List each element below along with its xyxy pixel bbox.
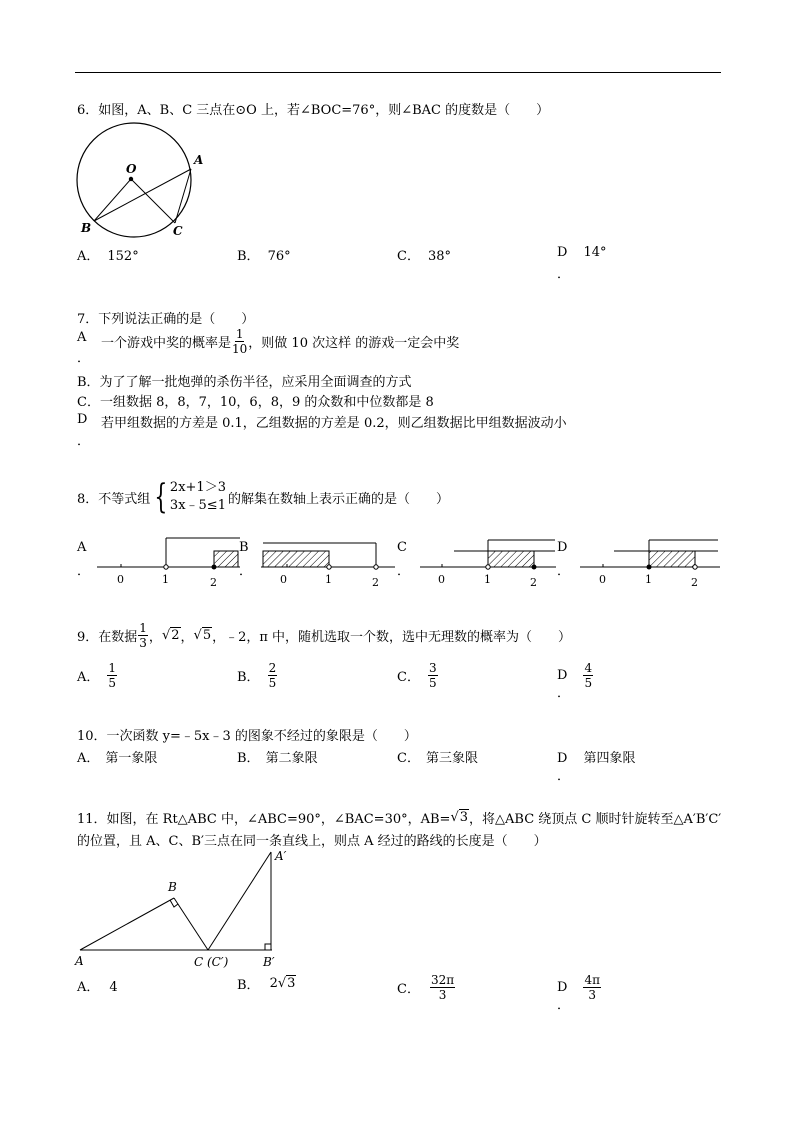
label-b-prime: B′ bbox=[263, 955, 275, 969]
q10-option-a: A． 第一象限 bbox=[77, 751, 158, 766]
q7-stem: 7．下列说法正确的是（ ） bbox=[77, 312, 255, 327]
header-rule bbox=[75, 72, 721, 73]
svg-text:2: 2 bbox=[530, 576, 537, 589]
q11-option-c: C． $\frac{32\pi}{3}$ bbox=[397, 973, 455, 1002]
q11-option-d-dot: ． bbox=[557, 998, 571, 1013]
label-a: A bbox=[75, 954, 84, 968]
svg-text:1: 1 bbox=[162, 573, 169, 586]
svg-text:2: 2 bbox=[691, 576, 698, 589]
label-c: C (C′) bbox=[194, 955, 229, 969]
number-line-b bbox=[261, 543, 395, 589]
q6-option-d-dot: ． bbox=[557, 267, 571, 282]
q10-option-b: B． 第二象限 bbox=[237, 751, 318, 766]
q10-stem: 10．一次函数 y=﹣5x﹣3 的图象不经过的象限是（ ） bbox=[77, 729, 417, 744]
q11-stem-line2: 的位置，且 A、C、B′三点在同一条直线上，则点 A 经过的路线的长度是（ ） bbox=[77, 834, 547, 849]
q6-option-d: D 14° bbox=[557, 245, 607, 260]
q11-option-b: B． 2 √3 bbox=[237, 976, 296, 993]
q10-option-c: C． 第三象限 bbox=[397, 751, 478, 766]
q9-option-d-dot: ． bbox=[557, 686, 571, 701]
q8-letter-a: A bbox=[77, 540, 87, 555]
q7-option-c: C．一组数据 8，8，7，10，6，8，9 的众数和中位数都是 8 bbox=[77, 395, 434, 410]
q10-option-d-dot: ． bbox=[557, 769, 571, 784]
q8-dot-d: ． bbox=[557, 564, 571, 579]
q9-option-d: D $\frac{4}{5}$ bbox=[557, 661, 593, 690]
label-b: B bbox=[168, 880, 177, 894]
q6-option-b: B． 76° bbox=[237, 249, 291, 264]
q11-stem-line1: 11．如图，在 Rt△ABC 中，∠ABC=90°，∠BAC=30°，AB= √3 ，将△ABC 绕顶点 C 顺时针旋转至△A′B′C′ bbox=[77, 810, 722, 827]
svg-text:1: 1 bbox=[325, 573, 332, 586]
q6-circle-figure bbox=[70, 122, 220, 240]
svg-text:1: 1 bbox=[484, 573, 491, 586]
svg-text:0: 0 bbox=[438, 573, 445, 586]
q9-option-a: A． $\frac{1}{5}$ bbox=[77, 661, 117, 690]
q8-stem: 8．不等式组 { 2x+1＞3 3x﹣5≤1 的解集在数轴上表示正确的是（ ） bbox=[77, 477, 449, 517]
q11-option-a: A． 4 bbox=[77, 980, 118, 995]
q8-letter-d: D bbox=[557, 540, 568, 555]
q7-a-dot: ． bbox=[77, 351, 91, 366]
label-b: B bbox=[81, 221, 92, 235]
q10-option-d: D 第四象限 bbox=[557, 751, 636, 766]
label-a-prime: A′ bbox=[275, 849, 287, 863]
q8-letter-b: B bbox=[239, 540, 249, 555]
svg-text:2: 2 bbox=[372, 576, 379, 589]
q7-option-d: 若甲组数据的方差是 0.1，乙组数据的方差是 0.2，则乙组数据比甲组数据波动小 bbox=[101, 416, 567, 431]
q9-stem: 9．在数据 $\frac{1}{3}$ ， √2 ， √5 ，﹣2，π 中，随机选取一个数，选中无理数的概率为（ ） bbox=[77, 621, 572, 650]
circle-o bbox=[77, 123, 191, 237]
q8-dot-c: ． bbox=[397, 564, 411, 579]
q6-stem: 6．如图，A、B、C 三点在⊙O 上，若∠BOC=76°，则∠BAC 的度数是（ ） bbox=[77, 103, 550, 118]
number-line-c bbox=[420, 540, 556, 589]
q8-letter-c: C bbox=[397, 540, 407, 555]
svg-text:0: 0 bbox=[599, 573, 606, 586]
q8-dot-a: ． bbox=[77, 564, 91, 579]
inequality-system: { 2x+1＞3 3x﹣5≤1 bbox=[154, 477, 226, 517]
q7-d-dot: ． bbox=[77, 434, 91, 449]
label-o: O bbox=[126, 162, 137, 176]
q6-option-c: C． 38° bbox=[397, 249, 451, 264]
q9-option-c: C． $\frac{3}{5}$ bbox=[397, 661, 437, 690]
number-line-d bbox=[580, 540, 720, 589]
q9-option-b: B． $\frac{2}{5}$ bbox=[237, 661, 277, 690]
q8-number-lines bbox=[0, 530, 794, 596]
q7-d-letter: D bbox=[77, 412, 88, 427]
svg-text:0: 0 bbox=[280, 573, 287, 586]
q7-a-letter: A bbox=[77, 330, 87, 345]
q8-dot-b: ． bbox=[239, 564, 253, 579]
label-a: A bbox=[194, 153, 204, 167]
q11-option-d: D $\frac{4\pi}{3}$ bbox=[557, 973, 600, 1002]
q7-option-a: 一个游戏中奖的概率是 $\frac{1}{10}$ ，则做 10 次这样 的游戏一定会中奖 bbox=[101, 327, 460, 356]
svg-text:2: 2 bbox=[210, 576, 217, 589]
q6-option-a: A． 152° bbox=[77, 249, 139, 264]
svg-text:1: 1 bbox=[645, 573, 652, 586]
q11-rotation-figure bbox=[70, 845, 300, 973]
label-c: C bbox=[173, 224, 183, 238]
svg-text:0: 0 bbox=[117, 573, 124, 586]
q7-option-b: B．为了了解一批炮弹的杀伤半径，应采用全面调查的方式 bbox=[77, 375, 412, 390]
number-line-a bbox=[97, 538, 240, 589]
